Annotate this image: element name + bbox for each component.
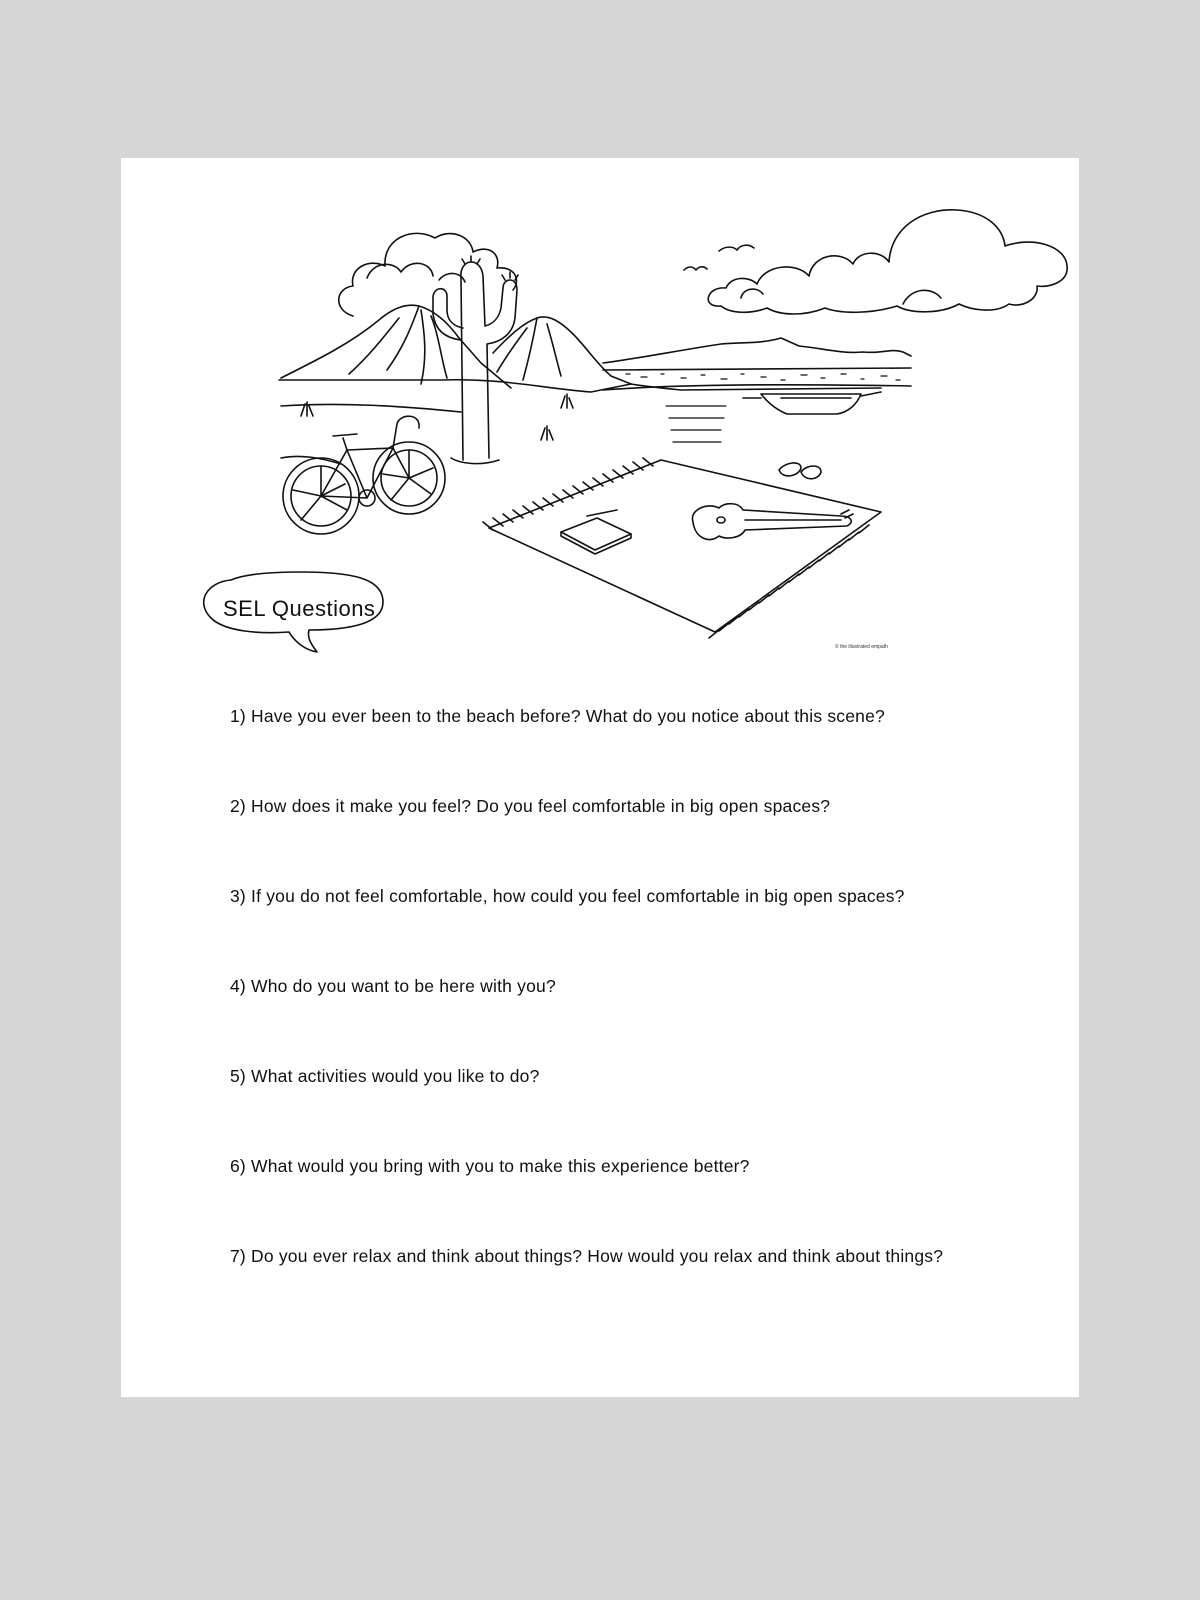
worksheet-page: [121, 158, 1079, 1397]
sel-questions-heading: SEL Questions: [223, 596, 376, 621]
mountains-icon: [281, 305, 631, 388]
cloud-right-icon: [684, 210, 1067, 314]
question-item: 3) If you do not feel comfortable, how could you feel comfortable in big open spaces?: [230, 886, 905, 906]
question-item: 1) Have you ever been to the beach before? What do you notice about this scene?: [230, 706, 885, 726]
book-icon: [561, 510, 631, 554]
cloud-left-icon: [339, 233, 517, 316]
bicycle-icon: [283, 416, 445, 534]
question-item: 2) How does it make you feel? Do you feel comfortable in big open spaces?: [230, 796, 831, 816]
question-list: [230, 706, 1070, 1336]
flip-flops-icon: [779, 463, 821, 479]
question-item: 5) What activities would you like to do?: [230, 1066, 540, 1086]
question-item: 4) Who do you want to be here with you?: [230, 976, 556, 996]
distant-mountains-icon: [603, 338, 911, 390]
grass-icon: [301, 394, 573, 440]
boat-icon: [743, 392, 881, 414]
guitar-icon: [692, 504, 853, 540]
illustration-credit: © the illustrated empath: [835, 644, 888, 650]
question-item: 6) What would you bring with you to make this experience better?: [230, 1156, 750, 1176]
question-item: 7) Do you ever relax and think about things? How would you relax and think about things?: [230, 1246, 944, 1266]
blanket-icon: [483, 458, 881, 638]
